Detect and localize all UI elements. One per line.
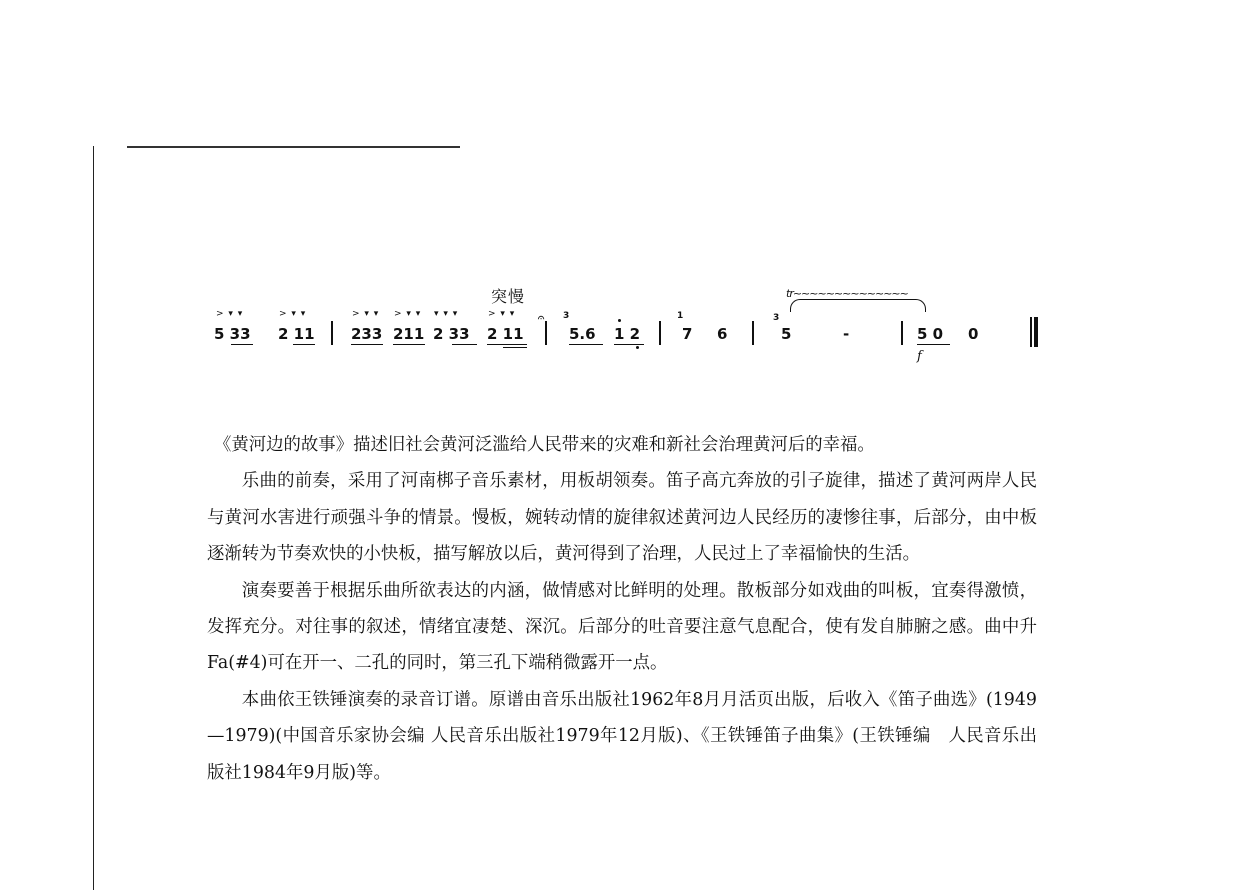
note-group: 6: [717, 325, 728, 343]
octave-dot: [618, 319, 621, 322]
note-group: -: [843, 325, 850, 343]
paragraph: 《黄河边的故事》描述旧社会黄河泛滥给人民带来的灾难和新社会治理黄河后的幸福。: [213, 435, 875, 455]
note-group: 211: [393, 325, 425, 343]
page-top-rule: [127, 146, 460, 148]
beam-line: [452, 344, 477, 345]
beam-line: [917, 344, 950, 345]
accent-marks: > ▾ ▾: [352, 309, 380, 319]
beam-line: [487, 344, 527, 345]
beam-line: [614, 344, 644, 345]
tempo-mark: 突慢: [491, 287, 526, 306]
accent-marks: ▾ ▾ ▾: [434, 309, 459, 319]
note-group: 0: [968, 325, 979, 343]
description-text: [207, 427, 1037, 791]
final-barline-thin: [1030, 317, 1032, 347]
note-group: 5.6: [569, 325, 596, 343]
note-group: 7: [682, 325, 693, 343]
note-group: 233: [351, 325, 383, 343]
note-group: 5 33: [214, 325, 251, 343]
accent-marks: > ▾ ▾: [279, 309, 307, 319]
slur-arc: [790, 299, 926, 312]
barline: [659, 321, 661, 345]
trill-mark: tr~~~~~~~~~~~~~~: [786, 287, 908, 300]
note-group: 5 0: [917, 325, 944, 343]
grace-note: 1: [677, 311, 684, 321]
beam-line: [293, 344, 315, 345]
accent-marks: > ▾ ▾: [216, 309, 244, 319]
accent-marks: > ▾ ▾: [394, 309, 422, 319]
grace-note: 3: [563, 311, 570, 321]
barline: [901, 321, 903, 345]
octave-dot: [636, 346, 639, 349]
note-group: 2 33: [433, 325, 470, 343]
paragraph: 本曲依王铁锤演奏的录音订谱。原谱由音乐出版社1962年8月月活页出版，后收入《笛子曲选》(1949—1979)(中国音乐家协会编 人民音乐出版社1979年12月版)、《王铁锤笛子曲集》(王铁锤编 人民音乐出版社1984年9月版)等。: [207, 689, 1037, 783]
note-group: 1 2: [614, 325, 641, 343]
barline: [331, 321, 333, 345]
beam-line: [231, 344, 253, 345]
barline: [752, 321, 754, 345]
beam-line: [351, 344, 383, 345]
note-group: 5: [781, 325, 792, 343]
note-group: 2 11: [278, 325, 315, 343]
final-barline-thick: [1034, 317, 1038, 347]
note-group: 2 11: [487, 325, 524, 343]
page-margin-line: [93, 146, 94, 890]
paragraph: 演奏要善于根据乐曲所欲表达的内涵，做情感对比鲜明的处理。散板部分如戏曲的叫板，宜奏得激愤，发挥充分。对往事的叙述，情绪宜凄楚、深沉。后部分的吐音要注意气息配合，使有发自肺腑之感。曲中升 Fa(#4)可在开一、二孔的同时，第三孔下端稍微露开一点。: [207, 580, 1037, 674]
beam-line: [393, 344, 425, 345]
accent-marks: > ▾ ▾: [488, 309, 516, 319]
dynamic-mark: f: [917, 349, 922, 364]
grace-note: 3: [773, 313, 780, 323]
barline: [545, 321, 547, 345]
beam-line: [503, 347, 527, 348]
beam-line: [569, 344, 603, 345]
paragraph: 乐曲的前奏，采用了河南梆子音乐素材，用板胡领奏。笛子高亢奔放的引子旋律，描述了黄河两岸人民与黄河水害进行顽强斗争的情景。慢板，婉转动情的旋律叙述黄河边人民经历的凄惨往事，后部分，由中板逐渐转为节奏欢快的小快板，描写解放以后，黄河得到了治理，人民过上了幸福愉快的生活。: [207, 471, 1037, 565]
fermata-mark: 𝄐: [538, 311, 545, 324]
